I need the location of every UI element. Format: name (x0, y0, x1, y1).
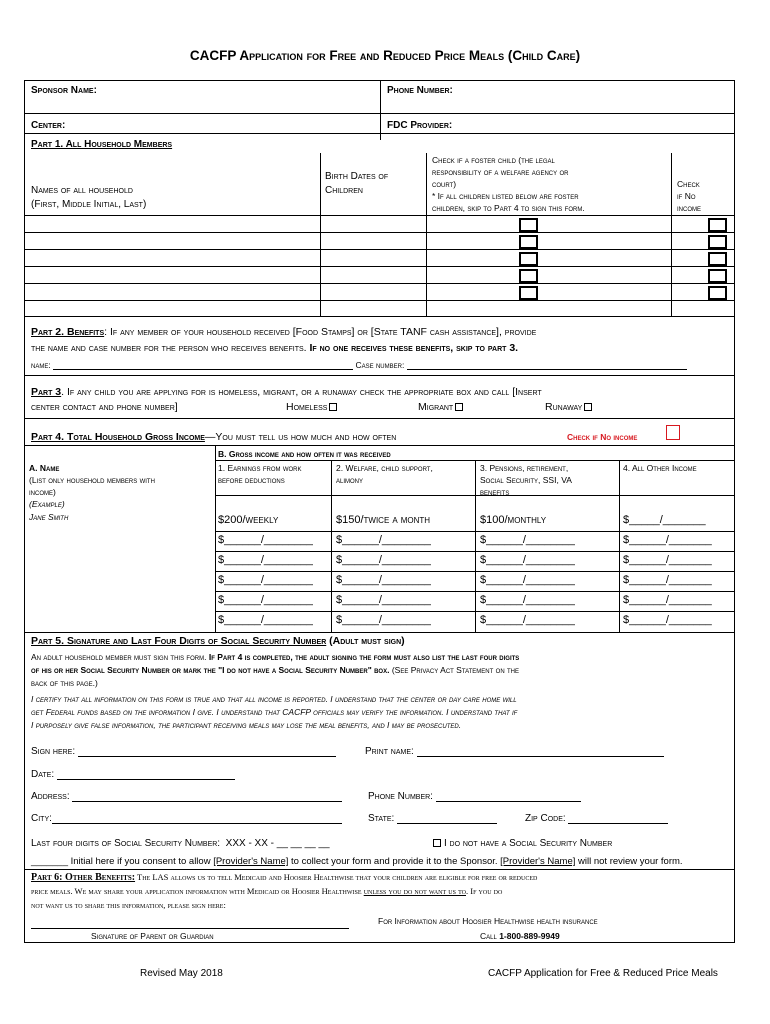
no-income-household-checkbox[interactable] (666, 425, 680, 440)
example-name: Jane Smith (29, 512, 69, 522)
signature-field[interactable] (78, 756, 336, 757)
foster-checkbox-2[interactable] (519, 235, 538, 249)
cert-line-1: I certify that all information on this form is true and that all income is reported. I understand that the center or day care home will (31, 694, 517, 704)
no-ssn-checkbox[interactable] (433, 839, 441, 847)
part5-p1-c: of his or her Social Security Number or mark the "I do not have a Social Security Number" box. (31, 665, 390, 675)
part2-line1 (31, 326, 536, 338)
foster-col-l4: * If all children listed below are foster (432, 191, 579, 201)
city-row (31, 813, 342, 824)
part5-title: Part 5. Signature and Last Four Digits of Social Security Number (31, 635, 327, 647)
part5-p1-a: An adult household member must sign this form. (31, 652, 209, 662)
no-income-checkbox-5[interactable] (708, 286, 727, 300)
phone-field[interactable] (436, 801, 581, 802)
print-name-field[interactable] (417, 756, 664, 757)
address-label: Address: (31, 791, 70, 802)
parent-signature-label: Signature of Parent or Guardian (91, 931, 214, 941)
no-income-check-label: Check if No income (567, 432, 638, 442)
benefit-name-field[interactable] (53, 369, 353, 370)
provider-name-1: [Provider's Name] (213, 856, 289, 867)
zip-label: Zip Code: (525, 813, 566, 824)
part6-text-2b: . If you do (466, 886, 503, 896)
part5-header (31, 635, 405, 647)
income-row2-col4[interactable]: $______/_______ (623, 554, 712, 566)
homeless-option[interactable] (286, 401, 337, 413)
foster-checkbox-5[interactable] (519, 286, 538, 300)
no-income-checkbox-1[interactable] (708, 218, 727, 232)
migrant-label: Migrant (418, 401, 454, 413)
runaway-checkbox[interactable] (584, 403, 592, 411)
state-row (368, 813, 497, 824)
example-other: $_____/_______ (623, 514, 706, 526)
income-row5-col1[interactable]: $______/________ (218, 614, 313, 626)
print-name-label: Print name: (365, 746, 414, 757)
zip-field[interactable] (568, 823, 668, 824)
income-row3-col2[interactable]: $______/________ (336, 574, 431, 586)
no-income-col-l3: income (677, 203, 701, 213)
no-income-col-l2: if No (677, 191, 696, 201)
foster-col-l1: Check if a foster child (the legal (432, 155, 555, 165)
provider-name-2: [Provider's Name] (500, 856, 576, 867)
income-row1-col1[interactable]: $______/________ (218, 534, 313, 546)
col-1-sub: before deductions (218, 475, 285, 485)
no-income-checkbox-3[interactable] (708, 252, 727, 266)
address-row (31, 791, 342, 802)
col-b-title: B. Gross income and how often it was received (218, 449, 391, 459)
date-row (31, 769, 235, 780)
part1-title: Part 1. All Household Members (31, 139, 173, 150)
migrant-checkbox[interactable] (455, 403, 463, 411)
part5-p1-d: (See Privacy Act Statement on the (389, 665, 520, 675)
part6-line1 (31, 872, 537, 883)
part5-title-2: (Adult must sign) (326, 635, 405, 647)
foster-checkbox-1[interactable] (519, 218, 538, 232)
state-label: State: (368, 813, 395, 824)
income-row5-col2[interactable]: $______/________ (336, 614, 431, 626)
homeless-checkbox[interactable] (329, 403, 337, 411)
consent-text-3: will not review your form. (575, 856, 683, 867)
consent-text-1: _______ Initial here if you consent to allow (31, 856, 214, 867)
names-col-label: Names of all household (31, 185, 133, 196)
part4-subtitle: —You must tell us how much and how often (204, 431, 397, 443)
call-row (480, 931, 560, 941)
print-name-row (365, 746, 664, 757)
income-row3-col1[interactable]: $______/________ (218, 574, 313, 586)
revised-date: Revised May 2018 (140, 968, 223, 979)
sign-here-label: Sign here: (31, 746, 76, 757)
col-a-sub2: income) (29, 487, 56, 497)
footer-doc-name: CACFP Application for Free & Reduced Price Meals (488, 968, 718, 979)
income-row4-col4[interactable]: $______/_______ (623, 594, 712, 606)
income-row3-col3[interactable]: $______/________ (480, 574, 575, 586)
birth-col-sub: Children (325, 185, 363, 196)
case-number-field[interactable] (407, 369, 687, 370)
col-3-sub: Social Security, SSI, VA (480, 475, 572, 485)
income-row2-col3[interactable]: $______/________ (480, 554, 575, 566)
col-2-sub: alimony (336, 475, 364, 485)
col-4-title: 4. All Other Income (623, 463, 697, 473)
ssn-field[interactable]: XXX - XX - __ __ __ __ (225, 838, 330, 849)
income-row5-col3[interactable]: $______/________ (480, 614, 575, 626)
col-2-title: 2. Welfare, child support, (336, 463, 433, 473)
part6-text-1: The LAS allows us to tell Medicaid and Hoosier Healthwise that your children are eligible for free or reduced (135, 872, 538, 882)
consent-row (31, 856, 683, 867)
zip-row (525, 813, 668, 824)
part2-skip-text: If no one receives these benefits, skip to part 3. (306, 342, 519, 354)
part6-title: Part 6: Other Benefits: (31, 872, 136, 883)
hoosier-info: For Information about Hoosier Healthwise health insurance (378, 916, 598, 926)
part2-title: Part 2. Benefits (31, 326, 105, 338)
col-3-title: 3. Pensions, retirement, (480, 463, 569, 473)
income-row1-col3[interactable]: $______/________ (480, 534, 575, 546)
cert-line-2: get Federal funds based on the information I give. I understand that CACFP officials may verify the information. I understand that if (31, 707, 518, 717)
part3-title: Part 3 (31, 386, 62, 398)
part6-text-2a: price meals. We may share your application information with Medicaid or Hoosier Healthwise (31, 886, 364, 896)
cert-line-3: I purposely give false information, the participant receiving meals may lose the meal benefits, and I may be prosecuted. (31, 720, 462, 730)
example-pension: $100/monthly (480, 514, 547, 526)
part6-text-3: not want us to share this information, please sign here: (31, 900, 226, 910)
col-3-sub2: benefits (480, 487, 510, 497)
foster-col-l3: court) (432, 179, 457, 189)
example-welfare: $150/twice a month (336, 514, 431, 526)
birth-col-label: Birth Dates of (325, 171, 389, 182)
consent-text-2: to collect your form and provide it to the Sponsor. (288, 856, 501, 867)
call-label: Call (480, 931, 500, 941)
state-field[interactable] (397, 823, 497, 824)
income-row3-col4[interactable]: $______/_______ (623, 574, 712, 586)
income-row2-col2[interactable]: $______/________ (336, 554, 431, 566)
part3-text-2: center contact and phone number] (31, 401, 178, 413)
no-ssn-label: I do not have a Social Security Number (444, 838, 613, 849)
no-income-checkbox-2[interactable] (708, 235, 727, 249)
income-row1-col2[interactable]: $______/________ (336, 534, 431, 546)
fdc-provider-label: FDC Provider: (387, 120, 453, 131)
part5-p1-line1 (31, 652, 519, 662)
part5-p1-line2 (31, 665, 519, 675)
ssn-row (31, 838, 330, 849)
part3-text-1: . If any child you are applying for is homeless, migrant, or a runaway check the appropriate box and call [Insert (61, 386, 542, 398)
income-row4-col2[interactable]: $______/________ (336, 594, 431, 606)
example-earnings: $200/weekly (218, 514, 279, 526)
date-field[interactable] (57, 779, 235, 780)
parent-signature-line[interactable] (31, 928, 349, 929)
sponsor-name-label: Sponsor Name: (31, 85, 97, 96)
part6-line2 (31, 886, 502, 896)
ssn-label: Last four digits of Social Security Number: (31, 838, 221, 849)
foster-checkbox-4[interactable] (519, 269, 538, 283)
date-label: Date: (31, 769, 55, 780)
case-number-label: Case number: (355, 360, 405, 370)
phone-number-label: Phone Number: (387, 85, 453, 96)
city-field[interactable] (52, 823, 342, 824)
sign-here-row (31, 746, 336, 757)
part4-header (31, 431, 396, 443)
income-row4-col1[interactable]: $______/________ (218, 594, 313, 606)
no-ssn-row[interactable] (431, 838, 612, 849)
call-number: 1-800-889-9949 (499, 931, 560, 941)
no-income-col-l1: Check (677, 179, 700, 189)
form-title: CACFP Application for Free and Reduced Price Meals (Child Care) (189, 48, 581, 63)
runaway-option[interactable] (545, 401, 592, 413)
income-row4-col3[interactable]: $______/________ (480, 594, 575, 606)
part2-text-2: the name and case number for the person who receives benefits. (31, 342, 307, 354)
part5-p1-b: If Part 4 is completed, the adult signing the form must also list the last four digits (208, 652, 520, 662)
city-label: City: (31, 813, 52, 824)
part2-text-1: : If any member of your household received [Food Stamps] or [State TANF cash assistance], provide (104, 326, 537, 338)
part2-name-row (31, 360, 687, 370)
part5-p1-e: back of this page.) (31, 678, 98, 688)
runaway-label: Runaway (545, 401, 583, 413)
foster-checkbox-3[interactable] (519, 252, 538, 266)
col-a-sub1: (List only household members with (29, 475, 155, 485)
part6-text-2u: unless you do not want us to (363, 886, 466, 896)
application-form (24, 80, 735, 943)
homeless-label: Homeless (286, 401, 328, 413)
benefit-name-label: name: (31, 360, 51, 370)
phone-row (368, 791, 581, 802)
income-row2-col1[interactable]: $______/________ (218, 554, 313, 566)
address-field[interactable] (72, 801, 342, 802)
migrant-option[interactable] (418, 401, 463, 413)
foster-col-l5: children, skip to Part 4 to sign this form. (432, 203, 585, 213)
names-col-sub: (First, Middle Initial, Last) (31, 199, 147, 210)
center-label: Center: (31, 120, 66, 131)
income-row5-col4[interactable]: $______/_______ (623, 614, 712, 626)
foster-col-l2: responsibility of a welfare agency or (432, 167, 569, 177)
col-a-title: A. Name (29, 463, 60, 473)
part2-line2 (31, 342, 518, 354)
no-income-checkbox-4[interactable] (708, 269, 727, 283)
part3-line1 (31, 386, 542, 398)
income-row1-col4[interactable]: $______/_______ (623, 534, 712, 546)
part4-title: Part 4. Total Household Gross Income (31, 431, 205, 443)
example-label: (Example) (29, 499, 65, 509)
col-1-title: 1. Earnings from work (218, 463, 302, 473)
phone-label: Phone Number: (368, 791, 433, 802)
